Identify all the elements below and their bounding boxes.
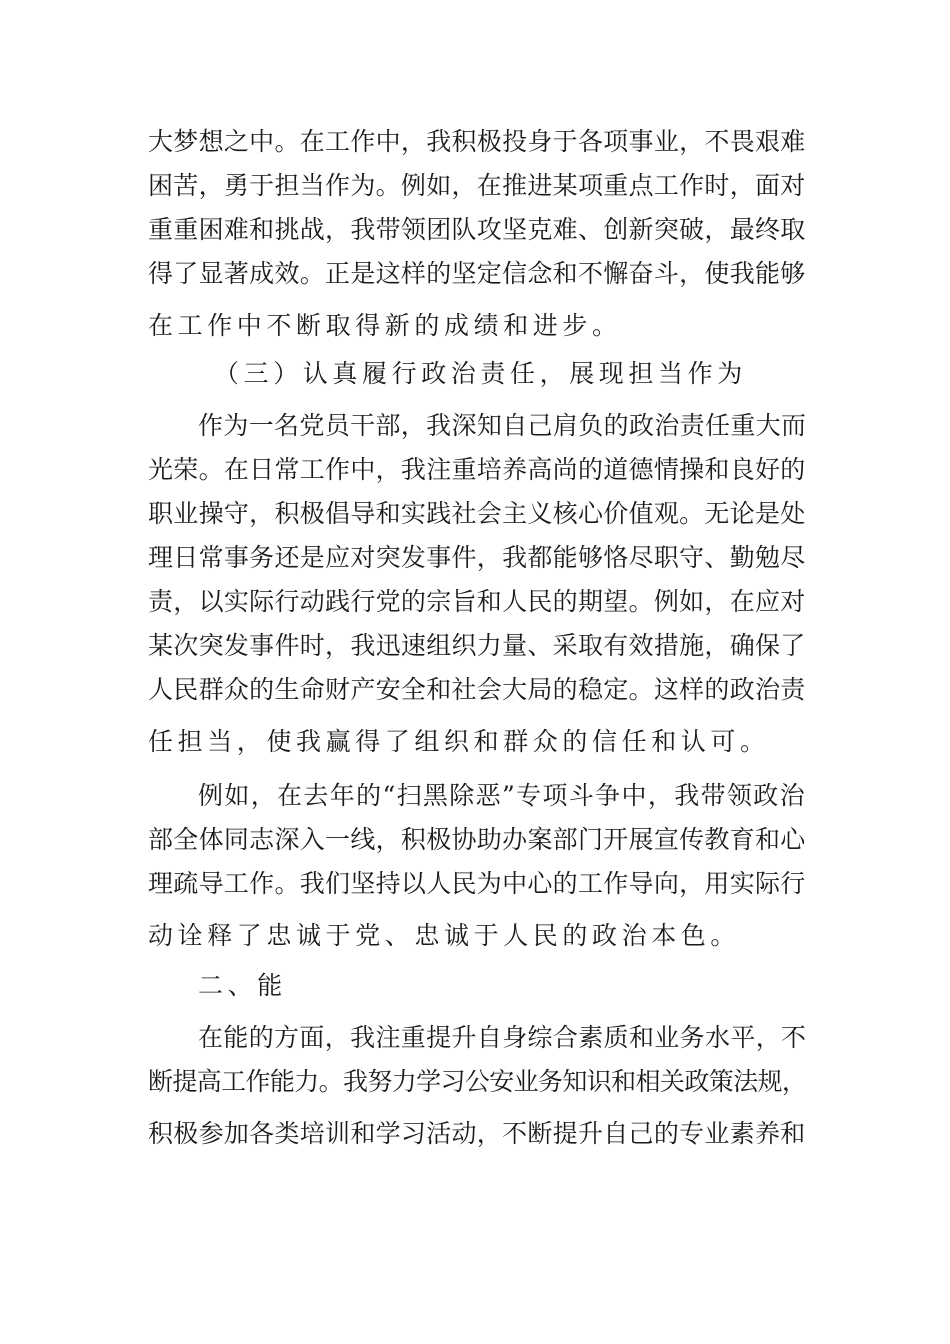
body-text-line: 大梦想之中。在工作中，我积极投身于各项事业，不畏艰难 xyxy=(148,127,806,156)
body-text-line: 困苦，勇于担当作为。例如，在推进某项重点工作时，面对 xyxy=(148,171,806,200)
body-text-line: 人民群众的生命财产安全和社会大局的稳定。这样的政治责 xyxy=(148,675,806,704)
section-heading: （三）认真履行政治责任，展现担当作为 xyxy=(214,359,747,388)
body-text-line: 作为一名党员干部，我深知自己肩负的政治责任重大而 xyxy=(198,411,807,440)
body-text-line: 在工作中不断取得新的成绩和进步。 xyxy=(148,311,622,340)
body-text-line: 理疏导工作。我们坚持以人民为中心的工作导向，用实际行 xyxy=(148,869,806,898)
body-text-line: 例如，在去年的“扫黑除恶”专项斗争中，我带领政治 xyxy=(198,781,806,810)
body-text-line: 在能的方面，我注重提升自身综合素质和业务水平，不 xyxy=(198,1023,807,1052)
body-text-line: 积极参加各类培训和学习活动，不断提升自己的专业素养和 xyxy=(148,1119,806,1148)
section-heading: 二、能 xyxy=(198,971,287,1000)
body-text-line: 重重困难和挑战，我带领团队攻坚克难、创新突破，最终取 xyxy=(148,215,806,244)
body-text-line: 责，以实际行动践行党的宗旨和人民的期望。例如，在应对 xyxy=(148,587,806,616)
body-text-line: 断提高工作能力。我努力学习公安业务知识和相关政策法规， xyxy=(148,1067,807,1096)
body-text-line: 光荣。在日常工作中，我注重培养高尚的道德情操和良好的 xyxy=(148,455,806,484)
body-text-line: 部全体同志深入一线，积极协助办案部门开展宣传教育和心 xyxy=(148,825,806,854)
body-text-line: 职业操守，积极倡导和实践社会主义核心价值观。无论是处 xyxy=(148,499,806,528)
body-text-line: 理日常事务还是应对突发事件，我都能够恪尽职守、勤勉尽 xyxy=(148,543,806,572)
body-text-line: 动诠释了忠诚于党、忠诚于人民的政治本色。 xyxy=(148,921,741,950)
body-text-line: 任担当，使我赢得了组织和群众的信任和认可。 xyxy=(148,727,770,756)
body-text-line: 得了显著成效。正是这样的坚定信念和不懈奋斗，使我能够 xyxy=(148,259,806,288)
body-text-line: 某次突发事件时，我迅速组织力量、采取有效措施，确保了 xyxy=(148,631,806,660)
